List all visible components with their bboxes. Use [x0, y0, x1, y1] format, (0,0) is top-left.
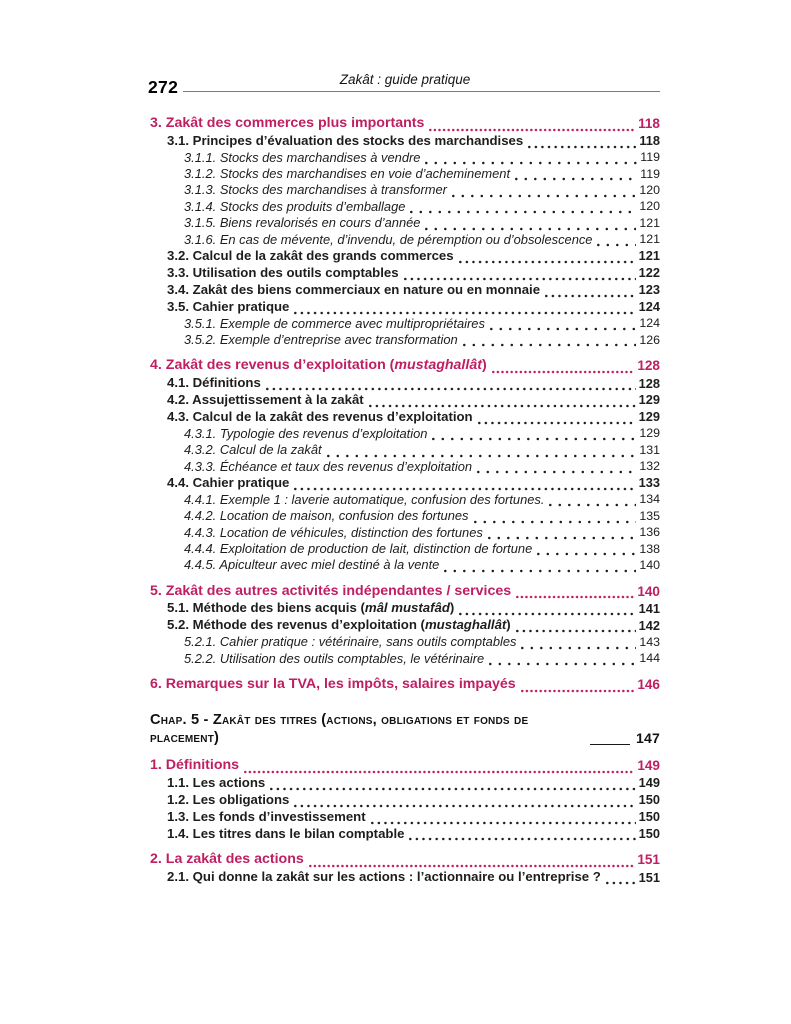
dot-leader [369, 395, 636, 409]
toc-entry-page: 129 [639, 426, 660, 441]
toc-entry-page: 131 [639, 442, 660, 457]
toc-entry-label: 4.4.4. Exploitation de production de lait, distinction de fortune [184, 540, 533, 556]
toc-entry-label: 4.4.2. Location de maison, confusion des fortunes [184, 508, 469, 524]
toc-entry-label: 4. Zakât des revenus d’exploitation (mustaghallât) [150, 357, 487, 374]
toc-entry-page: 141 [638, 600, 660, 616]
toc-entry-page: 128 [637, 358, 660, 374]
toc-entry-label: 3.2. Calcul de la zakât des grands commerces [167, 247, 454, 263]
toc-entry-page: 123 [638, 282, 660, 298]
dot-leader [474, 511, 637, 525]
toc-entry [150, 809, 660, 826]
toc-entry-page: 146 [637, 676, 660, 692]
toc-entry-label: 2. La zakât des actions [150, 851, 304, 868]
dot-leader [425, 218, 636, 232]
toc-entry-page: 121 [639, 215, 660, 230]
toc-entry-label: 3.1.3. Stocks des marchandises à transformer [184, 182, 447, 198]
toc-entry [150, 316, 660, 332]
toc-entry-page: 142 [638, 617, 660, 633]
dot-leader [515, 168, 637, 182]
toc-entry [150, 215, 660, 231]
toc-entry-label: 1. Définitions [150, 757, 240, 774]
toc-entry [150, 375, 660, 392]
toc-entry-label: 3.5. Cahier pratique [167, 298, 290, 314]
toc-entry [150, 792, 660, 809]
dot-leader [492, 361, 635, 375]
toc-entry [150, 651, 660, 667]
toc-entry [150, 541, 660, 557]
dot-leader [404, 268, 636, 282]
toc-entry [150, 775, 660, 792]
toc-entry-label: 4.4.1. Exemple 1 : laverie automatique, confusion des fortunes. [184, 491, 545, 507]
toc-entry [150, 199, 660, 215]
toc-entry-page: 126 [639, 332, 660, 347]
toc-entry [150, 617, 660, 634]
toc-entry-page: 118 [638, 115, 660, 131]
toc-entry [150, 409, 660, 426]
dot-leader [294, 478, 635, 492]
toc-entry-label: 4.4. Cahier pratique [167, 474, 290, 490]
toc-entry [150, 459, 660, 475]
toc-entry-page: 138 [639, 541, 660, 556]
dot-leader [545, 285, 636, 299]
toc-entry-label: 5.2. Méthode des revenus d’exploitation (mustaghallât) [167, 617, 511, 633]
toc-entry-label: 3.5.2. Exemple d’entreprise avec transformation [184, 331, 458, 347]
toc-entry-label: 3.1.2. Stocks des marchandises en voie d’acheminement [184, 166, 511, 182]
toc-entry-label: 3.3. Utilisation des outils comptables [167, 264, 399, 280]
toc-entry [150, 582, 660, 601]
toc-entry-label: 2.1. Qui donne la zakât sur les actions : l’actionnaire ou l’entreprise ? [167, 869, 601, 885]
toc-entry-page: 149 [638, 775, 660, 791]
dot-leader [432, 428, 636, 442]
dot-leader [309, 855, 635, 869]
toc-entry-label: 4.2. Assujettissement à la zakât [167, 391, 364, 407]
toc-entry [150, 282, 660, 299]
toc-entry-page: 119 [640, 166, 660, 181]
toc-entry-page: 129 [638, 392, 660, 408]
toc-entry-label: 5.2.1. Cahier pratique : vétérinaire, sans outils comptables [184, 634, 517, 650]
dot-leader [294, 795, 635, 809]
toc-entry-label: 5.1. Méthode des biens acquis (mâl mustafâd) [167, 600, 455, 616]
toc-entry-page: 133 [638, 475, 660, 491]
toc-entry [150, 492, 660, 508]
dot-leader [409, 828, 635, 842]
toc-entry-label: 3.1.5. Biens revalorisés en cours d’année [184, 215, 421, 231]
toc-entry-label: 5. Zakât des autres activités indépendantes / services [150, 582, 512, 599]
toc-entry-page: 147 [636, 730, 660, 747]
toc-entry [150, 150, 660, 166]
toc-entry [150, 182, 660, 198]
toc-entry-label: 1.1. Les actions [167, 774, 266, 790]
toc-entry-page: 120 [639, 199, 660, 214]
toc-entry-label: Chap. 5 - Zakât des titres (actions, obligations et fonds de placement) [150, 711, 529, 747]
toc-entry-label: 4.4.5. Apiculteur avec miel destiné à la vente [184, 557, 440, 573]
toc-entry [150, 248, 660, 265]
toc-entry-label: 4.3.2. Calcul de la zakât [184, 442, 322, 458]
toc-entry [150, 332, 660, 348]
toc-entry [150, 166, 660, 182]
dot-leader [521, 680, 635, 694]
toc-entry-label: 3.1.4. Stocks des produits d’emballage [184, 198, 406, 214]
book-page-number: 272 [148, 76, 179, 97]
dot-leader [459, 251, 636, 265]
dot-leader [537, 543, 636, 557]
page-header [150, 66, 660, 96]
toc-entry-page: 132 [639, 459, 660, 474]
dot-leader [597, 234, 636, 248]
dot-leader [516, 620, 636, 634]
dot-leader [270, 778, 635, 792]
toc-entry-page: 150 [638, 826, 660, 842]
toc-entry [150, 756, 660, 775]
dot-leader [606, 872, 636, 886]
toc-entry-page: 140 [639, 557, 660, 572]
toc-entry [150, 426, 660, 442]
dot-leader [490, 318, 636, 332]
toc-entry-page: 151 [637, 852, 660, 868]
toc-entry-label: 3.4. Zakât des biens commerciaux en nature ou en monnaie [167, 281, 541, 297]
dot-leader [327, 445, 637, 459]
dot-leader [444, 560, 636, 574]
dot-leader [244, 761, 634, 775]
toc-entry [150, 634, 660, 650]
toc-entry-label: 1.2. Les obligations [167, 791, 290, 807]
toc-entry [150, 442, 660, 458]
toc-entry-page: 120 [639, 183, 660, 198]
toc-entry-page: 124 [639, 316, 660, 331]
dot-leader [521, 637, 636, 651]
dot-leader [371, 812, 636, 826]
toc-entry-page: 121 [639, 232, 660, 247]
toc-entry-page: 144 [639, 651, 660, 666]
toc-entry [150, 525, 660, 541]
toc-entry [150, 557, 660, 573]
toc-chapter-heading [150, 711, 660, 748]
toc-entry-label: 6. Remarques sur la TVA, les impôts, salaires impayés [150, 676, 516, 693]
toc-entry-label: 3.1.6. En cas de mévente, d’invendu, de péremption ou d’obsolescence [184, 231, 593, 247]
dot-leader [478, 412, 636, 426]
toc-entry [150, 299, 660, 316]
toc-entry-page: 118 [639, 133, 660, 149]
dot-leader [488, 527, 636, 541]
toc-entry-label: 3.1. Principes d’évaluation des stocks des marchandises [167, 132, 524, 148]
toc-entry [150, 392, 660, 409]
dot-leader [477, 461, 636, 475]
toc-entry [150, 600, 660, 617]
toc-entry-label: 4.4.3. Location de véhicules, distinction des fortunes [184, 524, 483, 540]
toc-entry [150, 133, 660, 150]
toc-entry-label: 4.3. Calcul de la zakât des revenus d’exploitation [167, 408, 473, 424]
toc-entry-page: 151 [638, 869, 660, 885]
toc-entry-page: 149 [637, 757, 660, 773]
dot-leader [463, 334, 637, 348]
toc-entry-page: 134 [639, 492, 660, 507]
toc-entry-page: 122 [638, 265, 660, 281]
toc-entry-label: 4.1. Définitions [167, 375, 261, 391]
dot-leader [459, 603, 635, 617]
toc-entry-label: 1.3. Les fonds d’investissement [167, 808, 366, 824]
toc-entry [150, 232, 660, 248]
toc-entry-label: 3.1.1. Stocks des marchandises à vendre [184, 149, 421, 165]
toc-entry-page: 140 [637, 583, 660, 599]
line-leader [590, 744, 630, 745]
toc-entry-page: 150 [638, 809, 660, 825]
toc-entry-page: 119 [640, 150, 660, 165]
toc-entry [150, 869, 660, 886]
toc-entry [150, 675, 660, 694]
toc-entry-label: 4.3.1. Typologie des revenus d’exploitation [184, 425, 428, 441]
toc-entry-page: 135 [639, 508, 660, 523]
header-rule [183, 91, 660, 92]
dot-leader [489, 653, 636, 667]
toc-entry-page: 129 [638, 409, 660, 425]
toc-entry-page: 124 [638, 299, 660, 315]
dot-leader [516, 586, 634, 600]
toc-entry-page: 128 [638, 375, 660, 391]
dot-leader [410, 201, 636, 215]
toc-entry-page: 136 [639, 525, 660, 540]
dot-leader [429, 119, 635, 133]
toc-entry-label: 3.5.1. Exemple de commerce avec multipropriétaires [184, 315, 485, 331]
dot-leader [425, 152, 637, 166]
toc-entry [150, 508, 660, 524]
toc-entry-page: 150 [638, 792, 660, 808]
toc-entry-label: 3. Zakât des commerces plus importants [150, 115, 425, 131]
toc-entry [150, 356, 660, 375]
toc-entry-page: 143 [639, 634, 660, 649]
toc-entry-label: 5.2.2. Utilisation des outils comptables, le vétérinaire [184, 650, 485, 666]
header-rule-row [148, 76, 660, 97]
dot-leader [452, 185, 636, 199]
toc-entry-label: 1.4. Les titres dans le bilan comptable [167, 825, 405, 841]
toc-entry [150, 475, 660, 492]
dot-leader [266, 378, 636, 392]
dot-leader [549, 494, 636, 508]
toc-entry-page: 121 [638, 248, 660, 264]
toc-entry [150, 114, 660, 133]
dot-leader [528, 136, 636, 150]
toc-entry [150, 265, 660, 282]
running-title: Zakât : guide pratique [339, 72, 471, 87]
toc-entry [150, 850, 660, 869]
toc-list [150, 104, 660, 886]
dot-leader [294, 302, 635, 316]
toc-entry [150, 826, 660, 843]
toc-entry-label: 4.3.3. Échéance et taux des revenus d’exploitation [184, 458, 473, 474]
